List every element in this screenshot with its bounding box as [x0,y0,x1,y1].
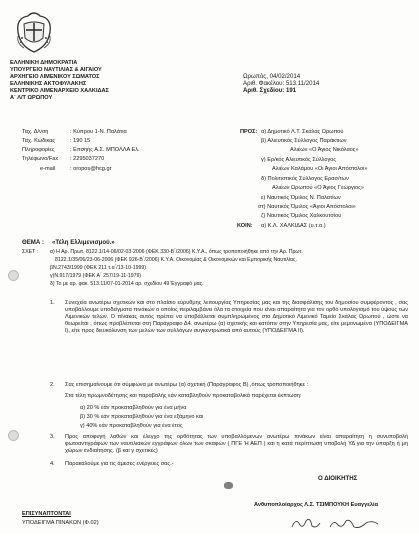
paragraph-2-intro: Σας επισημαίνουμε ότι σύμφωνα με ανωτέρω (α) σχετική (Παράγραφος Β) ,όπως τροποποιήθηκε : [65,382,309,388]
reference-line: βΝ.2743/1999 (ΦΕΚ 211 τ.α΄/13-10-1999) [50,265,146,271]
discount-item: γ) 40% εάν προκαταβληθούν για ένα έτος [80,423,183,429]
contact-label: Ταχ. Κώδικας [22,138,56,144]
subject-label: ΘΕΜΑ : [22,239,45,246]
recipient-line: ζ) Ναυτικός Όμιλος Χαλκουτσίου [261,213,342,219]
recipient-line: στ) Ναυτικός Όμιλος «Άγιοι Απόστολοι» [258,204,356,210]
contact-label: Τηλέφωνο/Fax [22,156,59,162]
subject-text: «Τέλη Ελλιμενισμού.» [52,239,115,246]
header-line: ΚΕΝΤΡΙΚΟ ΛΙΜΕΝΑΡΧΕΙΟ ΧΑΛΚΙΔΑΣ [10,88,109,94]
paragraph-number: 4. [50,461,55,467]
contact-value: : Κύπρου 1-Ν. Παλάτια [70,129,127,135]
references-label: ΣΧΕΤ : [22,249,39,255]
reference-line: 8122.1/35/06/23-06-2006 (ΦΕΚ 926-Β΄/2006) Κ.Υ.Α. Οικονομίας & Οικονομικών και Εμπορικής Ναυτιλίας. [55,257,297,263]
handwritten-signature [290,515,380,531]
recipient-line: γ) Ερ/κός Αλιευτικός Σύλλογος [261,157,337,163]
contact-value: : oropos@hcg.gr [70,166,112,172]
reference-line: δ) Το με αρ. φακ. 513.11/07-01-2014 αρ. σχεδίου 49 Έγγραφό μας. [50,281,204,287]
discount-item: β) 30 % εάν προκαταβληθούν για ένα εξάμηνο και [80,414,204,420]
paragraph-2-sub: Στα τέλη πρωμνοδέτησης και παραβολής εάν καταβληθούν προκαταβολικά παρέχεται έκπτωση: [65,393,302,399]
reference-line: α) Η Αρ. Πρωτ. 8122.1/14-06/02-03-2006 (ΦΕΚ 330-Β΄/2006) Κ.Υ.Α., όπως τροποποιήθηκε από την Αρ. Πρωτ. [50,249,303,255]
contact-value: : 190 15 [70,138,91,144]
ink-smudge [224,482,233,489]
paragraph-1: Συνεχεία ανωτέρω σχετικών και στο πλαίσιο εύρυθμης λειτουργίας Υπηρεσίας μας και της διασφάλισης του δημοσίου συμφέροντος , σας υποβάλλουμε υποδείγματα πινάκων ο οποίος περιλαμβάνει όλα τα στοιχεία που είναι απαραίτητα για τον ορθό υπολογισμό του ύψους των Λιμενικών τελών. Ο πίνακας αυτός πρέπει να υποβάλλεται συμπληρωμένος στο Δημοτικό Λιμενικό Ταμείο Σκάλας Ωρωπού , ώστε να θεωρείται , όπως προβλέπεται στη Παράγραφο Δ4. ανωτέρω (α) σχετικής και κατόπιν στην Υπηρεσία μας, είτε μεμονωμένα (ΥΠΟΔΕΙΓΜΑ Ι), είτε προς διευκόλυνση των μελών των συλλόγων συγκεντρωτικά από αυτούς (ΥΠΟΔΕΙΓΜΑ ΙΙ). [65,300,408,334]
contact-label: Πληροφορίες [22,147,55,153]
attached-label: ΕΠΙΣΥΝΑΠΤΟΝΤΑΙ [22,511,71,517]
recipient-line: δ) Πολιτιστικός Σύλλογος Ερασ/των [261,176,349,182]
reference-line: γ)Ν.917/1979 (ΦΕΚ Α΄ 257/19-11-1979) [50,273,142,279]
recipient-line: Αλιέων Καλάμου «Οι Άγιοι Απόστολοι» [272,166,368,172]
contact-label: Ταχ. Δ/νση [22,129,49,135]
recipient-line: α) Δημοτικό Λ.Τ. Σκάλας Ωρωπού [261,129,344,135]
contact-value: : 2295037270 [70,156,105,162]
paragraph-3: Προς αποφυγή λαθών και έλεγχο της ορθότητας των υποβαλλόμενων ανωτέρω πινάκων είναι απαραίτητη η συνυποβολή φωτοαντιγράφων των ναυτιλιακών εγγράφων όλων των σκαφών ( ΠΓΕ Ή ΑΕΠ ) και η κατά περίπτωση υποβολή ΥΔ για την ύπαρξη ή μη χώρων ενδιαίτησης. (β και γ σχετικές) [65,434,408,454]
document-date: Ωρωπός, 04/02/2014 [243,73,301,80]
recipient-line: ε) Ναυτικός Όμιλος Ν. Παλατίων [261,195,341,201]
header-line: ΕΛΛΗΝΙΚΗ ΔΗΜΟΚΡΑΤΙΑ [10,60,78,66]
paragraph-4: Παρακαλούμε για τις άμεσες ενέργειες σας.- [65,461,174,467]
header-line: Α΄ Λ/Τ ΩΡΩΠΟΥ [10,95,53,101]
header-line: ΕΛΛΗΝΙΚΗΣ ΑΚΤΟΦΥΛΑΚΗΣ [10,81,87,87]
paragraph-number: 2. [50,382,55,388]
discount-item: α) 20 % εάν προκαταβληθούν για ένα μήνα [80,405,187,411]
to-label: ΠΡΟΣ: [240,129,258,135]
recipient-line: Αλιέων Ωρωπού «Ο Άγιος Γεώργιος» [272,185,364,191]
recipient-line: Αλιέων «Ο Άγιος Νικόλαος» [290,147,359,153]
punch-hole-icon [8,430,19,441]
file-number: Αριθ. Φακέλου: 513.11/2014 [243,80,320,87]
recipient-line: β) Αλιευτικός Σύλλογος Παράκτιων [261,138,347,144]
header-line: ΑΡΧΗΓΕΙΟ ΛΙΜΕΝΙΚΟΥ ΣΩΜΑΤΟΣ [10,74,100,80]
contact-label: e-mail [40,166,56,172]
header-line: ΥΠΟΥΡΓΕΙΟ ΝΑΥΤΙΛΙΑΣ & ΑΙΓΑΙΟΥ [10,67,102,73]
signatory-name: Ανθυποπλοίαρχος Λ.Σ. ΤΣΙΜΠΟΥΚΗ Ευαγγελία [254,502,379,508]
punch-hole-icon [8,270,19,281]
contact-value: : Επσηής Α.Σ. ΜΠΟΛΛΑ Ελ. [70,147,140,153]
attached-item: ΥΠΟΔΕΙΓΜΑ ΠΙΝΑΚΩΝ (Φ.02) [22,520,99,526]
koin-label: ΚΟΙΝ: [237,223,253,229]
paragraph-number: 1. [50,300,55,306]
greek-coat-of-arms-icon [10,8,58,56]
signatory-title: Ο ΔΙΟΙΚΗΤΗΣ [318,475,358,482]
paragraph-number: 3. [50,434,55,440]
document-number: Αριθ. Σχεδίου: 191 [243,87,297,94]
koin-line: α) Κ.Λ. ΧΑΛΚΙΔΑΣ (υ.τ.α.) [261,223,326,229]
